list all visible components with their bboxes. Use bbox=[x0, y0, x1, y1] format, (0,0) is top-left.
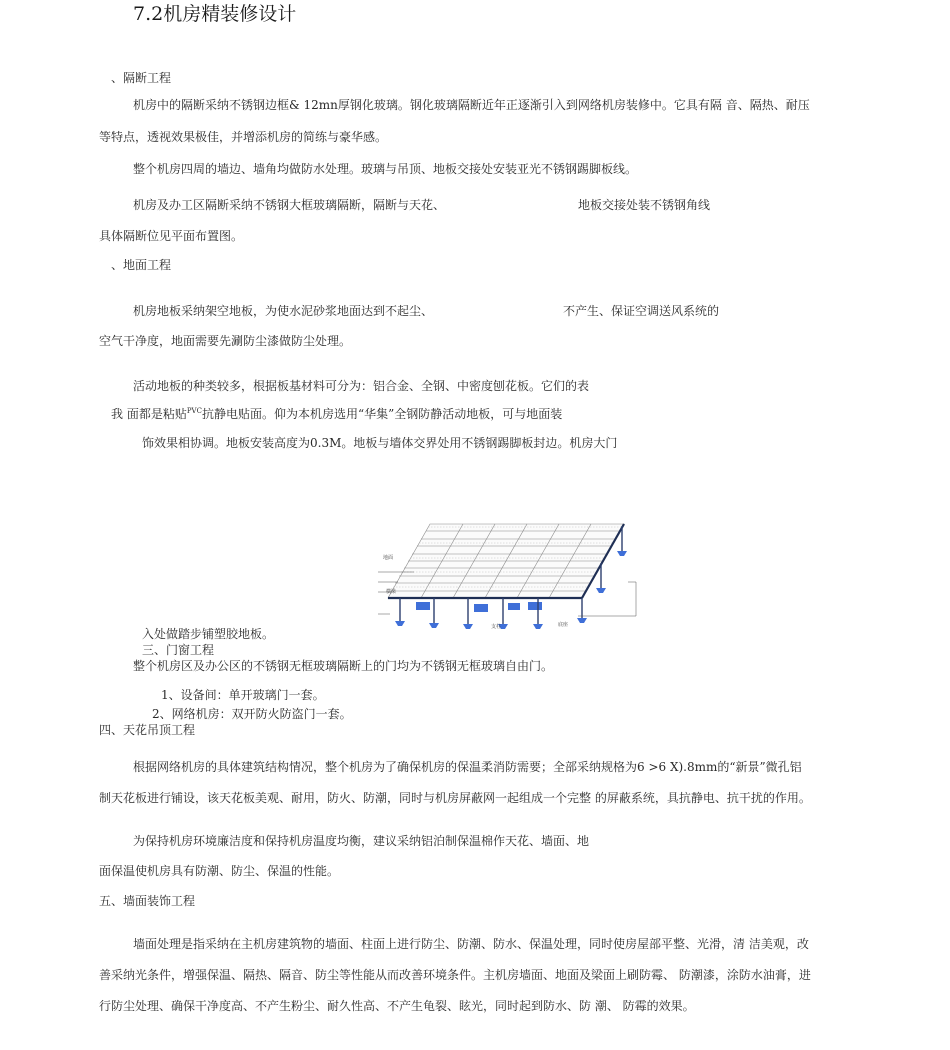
section-heading-partition: 、隔断工程 bbox=[111, 71, 172, 85]
paragraph-line: 根据网络机房的具体建筑结构情况，整个机房为了确保机房的保温柔消防需要；全部采纳规格为6 >6 X).8mm的“新景”微孔铝 bbox=[133, 760, 802, 774]
paragraph-line: 空气干净度，地面需要先涮防尘漆做防尘处理。 bbox=[99, 334, 352, 348]
paragraph-line: 等特点，透视效果极佳，并增添机房的简练与豪华感。 bbox=[99, 130, 388, 144]
paragraph-line: 机房地板采纳架空地板，为使水泥砂浆地面达到不起尘、 bbox=[133, 304, 434, 318]
paragraph-line: 制天花板进行铺设，该天花板美观、耐用，防火、防潮，同时与机房屏蔽网一起组成一个完整 的屏蔽系统，具抗静电、抗干扰的作用。 bbox=[99, 791, 811, 805]
section-heading-floor: 、地面工程 bbox=[111, 258, 172, 272]
paragraph-line: 具体隔断位见平面布置图。 bbox=[99, 229, 244, 243]
paragraph-line: 活动地板的种类较多，根据板基材料可分为：铝合金、全钢、中密度刨花板。它们的表 bbox=[133, 379, 590, 393]
paragraph-line: 地板交接处装不锈钢角线 bbox=[578, 198, 711, 212]
paragraph-line: 整个机房区及办公区的不锈钢无框玻璃隔断上的门均为不锈钢无框玻璃自由门。 bbox=[133, 659, 554, 673]
paragraph-text: 抗静电贴面。仰为本机房选用“华集”全钢防静活动地板，可与地面装 bbox=[201, 407, 563, 421]
paragraph-line: 整个机房四周的墙边、墙角均做防水处理。玻璃与吊顶、地板交接处安装亚光不锈钢踢脚板线。 bbox=[133, 162, 638, 176]
section-heading-ceiling: 四、天花吊顶工程 bbox=[99, 723, 196, 737]
section-heading-doors: 三、门窗工程 bbox=[142, 643, 215, 657]
section-heading-walls: 五、墙面装饰工程 bbox=[99, 894, 196, 908]
paragraph-line: 为保持机房环境廉洁度和保持机房温度均衡，建议采纳铝泊制保温棉作天花、墙面、地 bbox=[133, 834, 590, 848]
paragraph-line: 不产生、保证空调送风系统的 bbox=[563, 304, 720, 318]
paragraph-text: 我 面都是粘贴 bbox=[111, 407, 187, 421]
list-item: 2、网络机房：双开防火防盗门一套。 bbox=[152, 707, 352, 721]
paragraph-line: 饰效果相协调。地板安装高度为0.3M。地板与墙体交界处用不锈钢踢脚板封边。机房大门 bbox=[142, 436, 618, 450]
page-title: 7.2机房精装修设计 bbox=[133, 3, 297, 25]
pvc-superscript: PVC bbox=[186, 407, 202, 415]
label-base: 底座 bbox=[558, 622, 569, 628]
label-pedestal: 支柱 bbox=[491, 624, 502, 630]
paragraph-line: 行防尘处理、确保干净度高、不产生粉尘、耐久性高、不产生龟裂、眩光，同时起到防水、防 潮、 防霉的效果。 bbox=[99, 999, 695, 1013]
paragraph-line: 机房中的隔断采纳不锈钢边框& 12mn厚钢化玻璃。钢化玻璃隔断近年正逐渐引入到网络机房装修中。它具有隔 音、隔热、耐压 bbox=[133, 98, 810, 112]
paragraph-line: 墙面处理是指采纳在主机房建筑物的墙面、柱面上进行防尘、防潮、防水、保温处理，同时使房屋部平整、光滑，清 洁美观，改 bbox=[133, 937, 809, 951]
paragraph-line: 善采纳光条件，增强保温、隔热、隔音、防尘等性能从而改善环境条件。主机房墙面、地面及梁面上刷防霉、 防潮漆，涂防水油膏，进 bbox=[99, 968, 811, 982]
list-item: 1、设备间：单开玻璃门一套。 bbox=[161, 688, 325, 702]
label-beam: 横梁 bbox=[386, 589, 397, 595]
paragraph-line: 机房及办工区隔断采纳不锈钢大框玻璃隔断，隔断与天花、 bbox=[133, 198, 446, 212]
paragraph-line: 入处做踏步铺塑胶地板。 bbox=[142, 627, 275, 641]
raised-floor-diagram bbox=[378, 518, 640, 634]
paragraph-line: 面保温使机房具有防潮、防尘、保温的性能。 bbox=[99, 864, 340, 878]
label-floor: 地面 bbox=[383, 555, 394, 561]
paragraph-line bbox=[111, 403, 562, 422]
